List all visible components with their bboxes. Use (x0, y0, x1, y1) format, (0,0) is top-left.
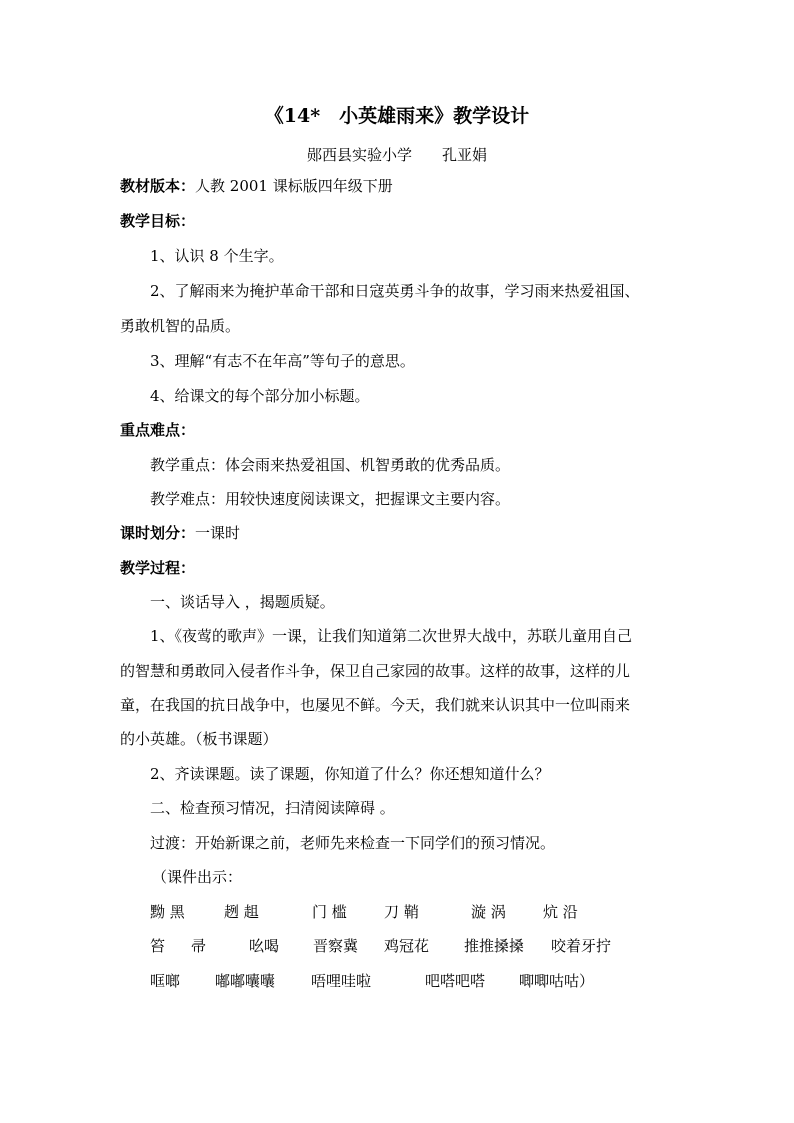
textbook-value: 人教 2001 课标版四年级下册 (195, 177, 393, 195)
process-line: 2、齐读课题。读了课题，你知道了什么？你还想知道什么？ (150, 765, 550, 783)
vocab-word: 门 槛 (312, 903, 347, 921)
vocab-word: 哐啷 (150, 972, 181, 990)
objective-item: 1、认识 8 个生字。 (150, 247, 284, 265)
vocab-word: 唧唧咕咕） (519, 972, 595, 990)
vocab-word: 嘟嘟囔囔 (215, 972, 276, 990)
hours-line (120, 521, 680, 545)
vocab-word: 笞 (150, 937, 166, 955)
textbook-label: 教材版本： (120, 177, 196, 195)
process-line: 二、检查预习情况，扫清阅读障碍 。 (150, 799, 395, 817)
keypoint-item: 教学难点：用较快速度阅读课文，把握课文主要内容。 (150, 490, 511, 508)
vocab-word: 刀 鞘 (384, 903, 419, 921)
process-line: 童，在我国的抗日战争中，也屡见不鲜。今天，我们就来认识其中一位叫雨来 (120, 696, 631, 714)
vocab-word: 推推搡搡 (464, 937, 525, 955)
vocab-word: 帚 (191, 937, 207, 955)
process-line: 的智慧和勇敢同入侵者作斗争，保卫自己家园的故事。这样的故事，这样的儿 (120, 662, 631, 680)
vocab-word: 晋察冀 (313, 937, 359, 955)
objective-item: 2、了解雨来为掩护革命干部和日寇英勇斗争的故事，学习雨来热爱祖国、 (150, 282, 640, 300)
hours-value: 一课时 (195, 524, 241, 542)
vocab-word: 唔哩哇啦 (311, 972, 372, 990)
process-line: 的小英雄。（板书课题） (120, 730, 278, 748)
vocab-word: 咬着牙拧 (551, 937, 612, 955)
objective-item: 3、理解“有志不在年高”等句子的意思。 (150, 352, 415, 370)
process-heading: 教学过程： (120, 559, 196, 577)
vocab-word: 趔 趄 (224, 903, 259, 921)
process-line: 一、谈话导入 ，揭题质疑。 (150, 593, 335, 611)
vocab-word: 吆喝 (249, 937, 280, 955)
vocab-word: 吧嗒吧嗒 (425, 972, 486, 990)
vocab-word: 鸡冠花 (384, 937, 430, 955)
process-line: （课件出示： (152, 868, 243, 886)
objectives-heading: 教学目标： (120, 212, 196, 230)
textbook-line (120, 174, 680, 198)
objective-item-continued: 勇敢机智的品质。 (120, 317, 241, 335)
author-byline: 郧西县实验小学 孔亚娟 (306, 146, 487, 164)
objective-item: 4、给课文的每个部分加小标题。 (150, 387, 370, 405)
hours-label: 课时划分： (120, 524, 196, 542)
keypoint-item: 教学重点：体会雨来热爱祖国、机智勇敢的优秀品质。 (150, 456, 511, 474)
document-title: 《14* 小英雄雨来》教学设计 (264, 105, 530, 127)
vocab-word: 炕 沿 (543, 903, 578, 921)
process-line: 过渡：开始新课之前，老师先来检查一下同学们的预习情况。 (150, 834, 556, 852)
keypoints-heading: 重点难点： (120, 421, 196, 439)
vocab-word: 黝 黑 (150, 903, 185, 921)
vocab-word: 漩 涡 (471, 903, 506, 921)
process-line: 1、《夜莺的歌声》一课，让我们知道第二次世界大战中，苏联儿童用自己 (150, 627, 633, 645)
